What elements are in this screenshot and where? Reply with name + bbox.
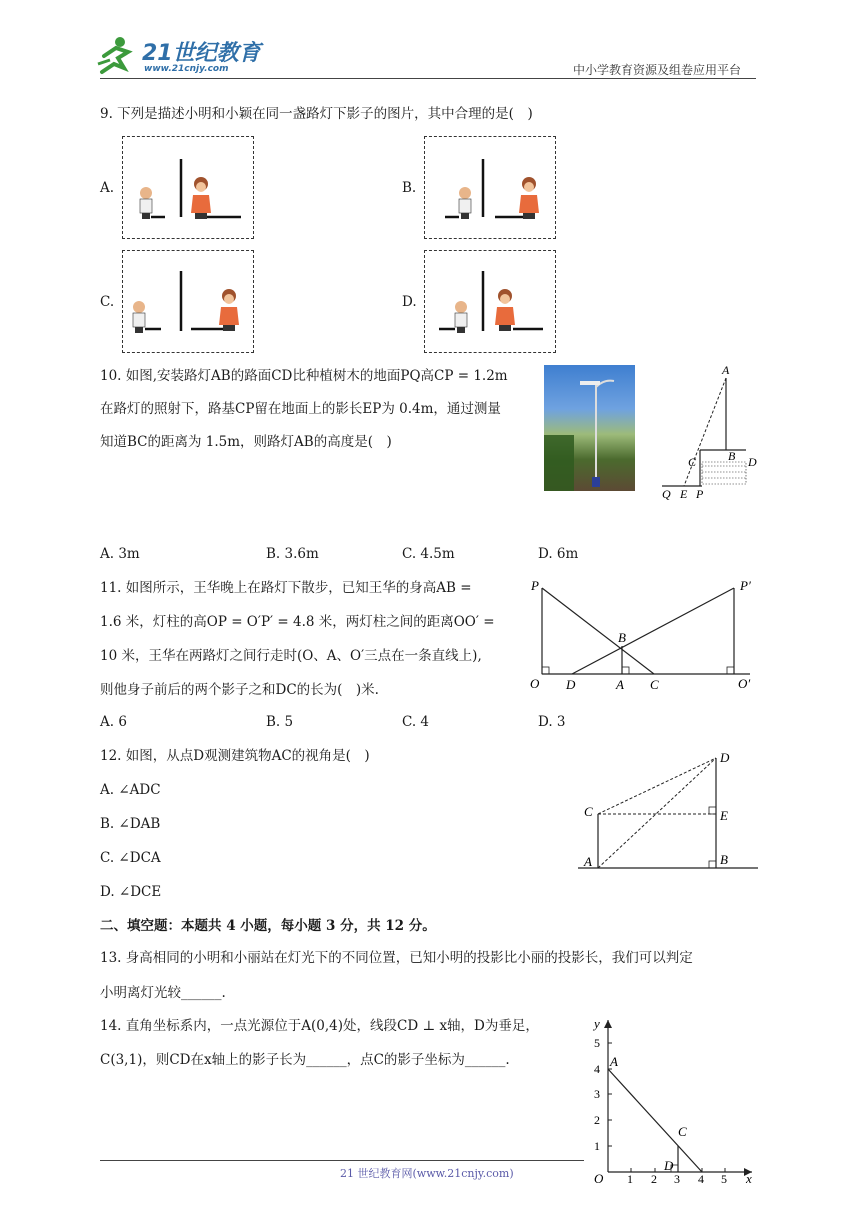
q11-label-a: A <box>616 677 624 692</box>
q11-label-p: P <box>531 578 539 593</box>
q11-option-b: B. 5 <box>266 714 294 730</box>
street-lamp-photo <box>544 365 635 491</box>
q14-label-c: C <box>678 1124 687 1139</box>
q9-option-b-image <box>424 136 556 239</box>
x-tick-2: 2 <box>651 1172 657 1184</box>
boy-icon <box>140 187 152 219</box>
girl-icon <box>495 289 515 331</box>
q14-label-d: D <box>664 1158 674 1173</box>
girl-icon <box>191 177 211 219</box>
q13-line1: 13. 身高相同的小明和小丽站在灯光下的不同位置，已知小明的投影比小丽的投影长，我们可以判定 <box>100 950 693 966</box>
q10-diagram <box>658 362 762 502</box>
q14-line2: C(3,1)，则CD在x轴上的影子长为______，点C的影子坐标为______. <box>100 1052 510 1068</box>
q10-option-c: C. 4.5m <box>402 546 455 562</box>
q14-label-y: y <box>594 1016 600 1031</box>
q9-option-a-label: A. <box>100 180 115 196</box>
logo-text: 21世纪教育 <box>142 41 261 66</box>
q9-d-figure <box>425 251 555 351</box>
q13-line2: 小明离灯光较______. <box>100 985 226 1001</box>
q10-option-a: A. 3m <box>100 546 140 562</box>
q9-option-d-label: D. <box>402 294 417 310</box>
q11-option-a: A. 6 <box>100 714 127 730</box>
q12-label-c: C <box>584 804 593 819</box>
boy-icon <box>459 187 471 219</box>
q11-line2: 1.6 米，灯柱的高OP = O′P′ = 4.8 米，两灯柱之间的距离OO′ = <box>100 614 495 630</box>
q11-label-d: D <box>566 677 576 692</box>
q9-option-c-image <box>122 250 254 353</box>
q11-line1: 11. 如图所示，王华晚上在路灯下散步，已知王华的身高AB = <box>100 580 472 596</box>
q9-a-figure <box>123 137 253 237</box>
q10-label-d: D <box>748 455 757 469</box>
q9-option-d-image <box>424 250 556 353</box>
q12-diagram <box>576 746 760 872</box>
street-lamp-icon <box>544 365 635 491</box>
header-right-text: 中小学教育资源及组卷应用平台 <box>573 63 742 77</box>
q10-label-b: B <box>728 449 736 463</box>
q14-coordinate-diagram <box>586 1012 758 1184</box>
q12-option-d: D. ∠DCE <box>100 884 162 900</box>
q12-label-d: D <box>720 750 730 765</box>
footer-rule <box>100 1160 584 1161</box>
logo-url: www.21cnjy.com <box>144 64 229 74</box>
q11-label-b: B <box>618 630 626 645</box>
y-tick-5: 5 <box>594 1036 600 1050</box>
q9-option-c-label: C. <box>100 294 115 310</box>
x-tick-1: 1 <box>627 1172 633 1184</box>
section-2-heading: 二、填空题：本题共 4 小题，每小题 3 分，共 12 分。 <box>100 918 436 934</box>
q10-label-q: Q <box>662 487 671 501</box>
header-rule <box>100 78 756 79</box>
q14-line1: 14. 直角坐标系内，一点光源位于A(0,4)处，线段CD ⊥ x轴，D为垂足， <box>100 1018 539 1034</box>
q9-b-figure <box>425 137 555 237</box>
y-tick-2: 2 <box>594 1113 600 1127</box>
q10-line1: 10. 如图,安装路灯AB的路面CD比种植树木的地面PQ高CP = 1.2m <box>100 368 508 384</box>
q10-line2: 在路灯的照射下，路基CP留在地面上的影长EP为 0.4m，通过测量 <box>100 401 501 417</box>
x-tick-4: 4 <box>698 1172 704 1184</box>
y-tick-1: 1 <box>594 1139 600 1153</box>
q10-label-a: A <box>722 363 730 377</box>
girl-icon <box>519 177 539 219</box>
girl-icon <box>219 289 239 331</box>
boy-icon <box>455 301 467 333</box>
q10-option-b: B. 3.6m <box>266 546 319 562</box>
q12-option-c: C. ∠DCA <box>100 850 161 866</box>
q10-line3: 知道BC的距离为 1.5m，则路灯AB的高度是( ) <box>100 434 392 450</box>
q12-label-a: A <box>584 854 592 869</box>
y-tick-4: 4 <box>594 1062 600 1076</box>
q9-c-figure <box>123 251 253 351</box>
x-tick-5: 5 <box>721 1172 727 1184</box>
q9-stem: 9. 下列是描述小明和小颖在同一盏路灯下影子的图片，其中合理的是( ) <box>100 106 533 122</box>
q14-label-o: O <box>594 1171 604 1184</box>
boy-icon <box>133 301 145 333</box>
y-tick-3: 3 <box>594 1087 600 1101</box>
q10-label-c: C <box>688 455 697 469</box>
q11-line3: 10 米，王华在两路灯之间行走时(O、A、O′三点在一条直线上), <box>100 648 482 664</box>
q11-label-o: O <box>530 676 540 691</box>
q12-option-b: B. ∠DAB <box>100 816 161 832</box>
q11-label-o-prime: O′ <box>738 676 751 691</box>
q14-label-x: x <box>746 1171 752 1184</box>
q12-stem: 12. 如图，从点D观测建筑物AC的视角是( ) <box>100 748 370 764</box>
q10-label-p: P <box>696 487 704 501</box>
q14-label-a: A <box>610 1054 618 1069</box>
q12-label-b: B <box>720 852 728 867</box>
q9-option-a-image <box>122 136 254 239</box>
q11-label-p-prime: P′ <box>740 578 751 593</box>
q11-option-d: D. 3 <box>538 714 566 730</box>
q10-option-d: D. 6m <box>538 546 579 562</box>
q10-label-e: E <box>680 487 688 501</box>
q9-option-b-label: B. <box>402 180 417 196</box>
footer-text: 21 世纪教育网(www.21cnjy.com) <box>340 1167 514 1180</box>
q11-option-c: C. 4 <box>402 714 430 730</box>
q12-option-a: A. ∠ADC <box>100 782 161 798</box>
q11-label-c: C <box>650 677 659 692</box>
q11-line4: 则他身子前后的两个影子之和DC的长为( )米. <box>100 682 379 698</box>
x-tick-3: 3 <box>674 1172 680 1184</box>
q11-diagram <box>528 574 760 694</box>
q12-label-e: E <box>720 808 728 823</box>
